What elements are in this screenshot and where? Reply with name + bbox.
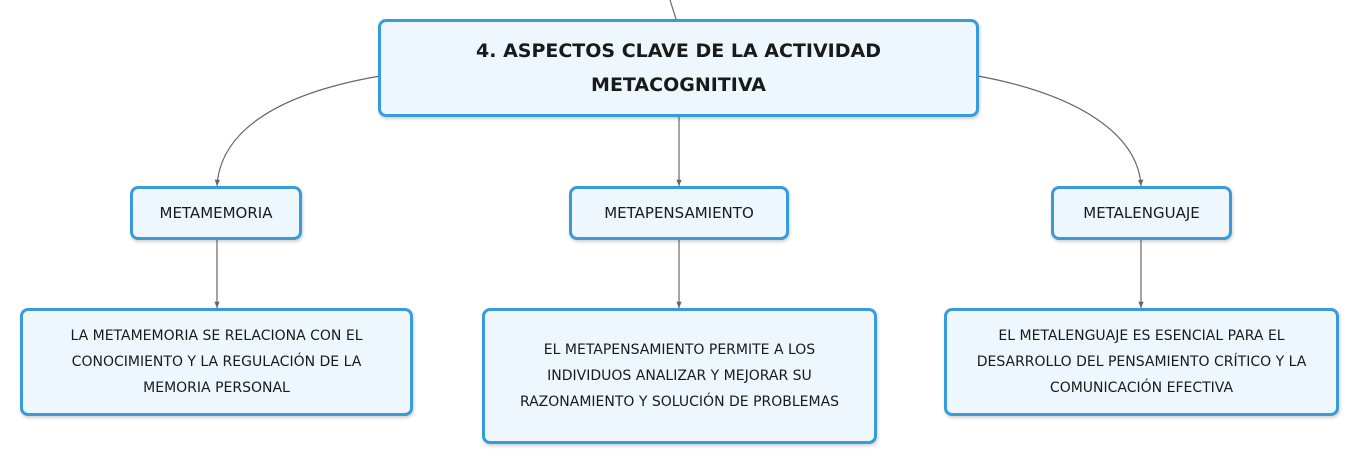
subtopic-metamemoria-detail[interactable] xyxy=(20,308,413,416)
subtopic-label: LA METAMEMORIA SE RELACIONA CON EL CONOCIMIENTO Y LA REGULACIÓN DE LA MEMORIA PERSONAL xyxy=(70,328,363,396)
topic-label: METALENGUAJE xyxy=(1083,204,1200,222)
topic-label: METAPENSAMIENTO xyxy=(604,204,754,222)
subtopic-metapensamiento-detail[interactable] xyxy=(482,308,877,444)
root-topic-label: 4. ASPECTOS CLAVE DE LA ACTIVIDAD METACOGNITIVA xyxy=(476,40,881,96)
connector-root-metalenguaje xyxy=(978,76,1141,186)
topic-metamemoria[interactable] xyxy=(130,186,302,240)
connector-root-metamemoria xyxy=(217,76,380,186)
topic-label: METAMEMORIA xyxy=(159,204,273,222)
subtopic-metalenguaje-detail[interactable] xyxy=(944,308,1339,416)
connector-parent xyxy=(670,0,676,19)
subtopic-label: EL METAPENSAMIENTO PERMITE A LOS INDIVIDUOS ANALIZAR Y MEJORAR SU RAZONAMIENTO Y SOLUCIÓN DE PROBLEMAS xyxy=(519,342,840,410)
root-topic[interactable] xyxy=(378,19,979,117)
topic-metalenguaje[interactable] xyxy=(1051,186,1232,240)
topic-metapensamiento[interactable] xyxy=(569,186,789,240)
subtopic-label: EL METALENGUAJE ES ESENCIAL PARA EL DESARROLLO DEL PENSAMIENTO CRÍTICO Y LA COMUNICACIÓN EFECTIVA xyxy=(976,328,1307,396)
